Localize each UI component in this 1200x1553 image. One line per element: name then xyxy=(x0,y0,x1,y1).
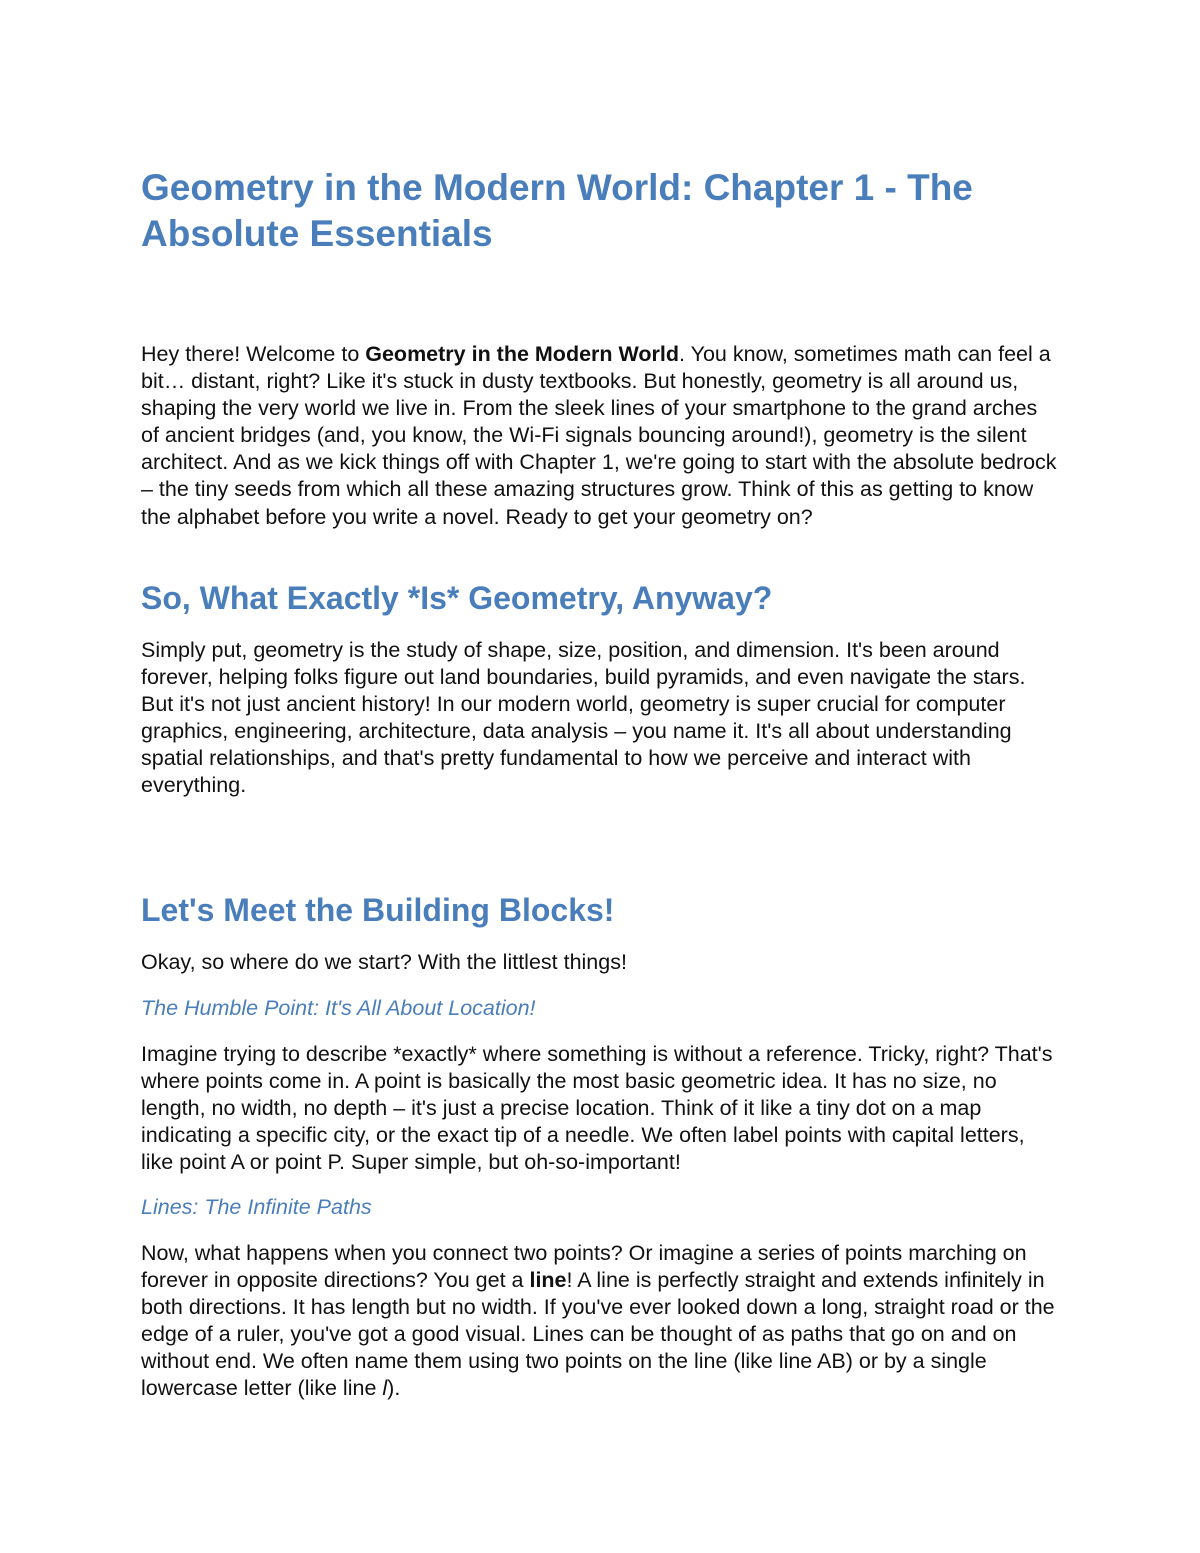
lines-paragraph xyxy=(141,1240,1061,1403)
intro-text-start: Hey there! Welcome to xyxy=(141,342,366,366)
intro-bold-title: Geometry in the Modern World xyxy=(365,342,680,366)
intro-paragraph xyxy=(141,341,1061,531)
lines-italic-letter: l xyxy=(382,1376,388,1401)
what-is-geometry-paragraph: Simply put, geometry is the study of shape, size, position, and dimension. It's been around forever, helping folks figure out land boundaries, build pyramids, and even navigate the stars. But it's not just ancient history! In our modern world, geometry is super crucial for computer graphics, engineering, architecture, data analysis – you name it. It's all about understanding spatial relationships, and that's pretty fundamental to how we perceive and interact with everything. xyxy=(141,638,1026,798)
humble-point-paragraph: Imagine trying to describe *exactly* where something is without a reference. Tricky, right? That's where points come in. A point is basically the most basic geometric idea. It has no size, no length, no width, no depth – it's just a precise location. Think of it like a tiny dot on a map indicating a specific city, or the exact tip of a needle. We often label points with capital letters, like point A or point P. Super simple, but oh-so-important! xyxy=(141,1042,1053,1175)
lines-text-middle: ! A line is perfectly straight and extends infinitely in both directions. It has length but no width. If you've ever looked down a long, straight road or the edge of a ruler, you've got a good visual. Lines can be thought of as paths that go on and on without end. We often name them using two points on the line (like line AB) or by a single lowercase letter (like line xyxy=(141,1268,1055,1401)
section-heading-what-is-geometry: So, What Exactly *Is* Geometry, Anyway? xyxy=(141,580,773,616)
subheading-humble-point: The Humble Point: It's All About Location! xyxy=(141,996,536,1020)
lines-text-end: ). xyxy=(387,1376,401,1401)
building-blocks-intro: Okay, so where do we start? With the littlest things! xyxy=(141,950,627,974)
subheading-lines: Lines: The Infinite Paths xyxy=(141,1195,372,1219)
document-title: Geometry in the Modern World: Chapter 1 - The Absolute Essentials xyxy=(141,167,973,254)
lines-text-start: Now, what happens when you connect two points? Or imagine a series of points marching on forever in opposite directions? You get a xyxy=(141,1241,1027,1293)
section-heading-building-blocks: Let's Meet the Building Blocks! xyxy=(141,892,615,928)
intro-text-rest: . You know, sometimes math can feel a bit… distant, right? Like it's stuck in dusty textbooks. But honestly, geometry is all around us, shaping the very world we live in. From the sleek lines of your smartphone to the grand arches of ancient bridges (and, you know, the Wi-Fi signals bouncing around!), geometry is the silent architect. And as we kick things off with Chapter 1, we're going to start with the absolute bedrock – the tiny seeds from which all these amazing structures grow. Think of this as getting to know the alphabet before you write a novel. Ready to get your geometry on? xyxy=(141,342,1057,529)
lines-bold-term: line xyxy=(529,1268,567,1293)
